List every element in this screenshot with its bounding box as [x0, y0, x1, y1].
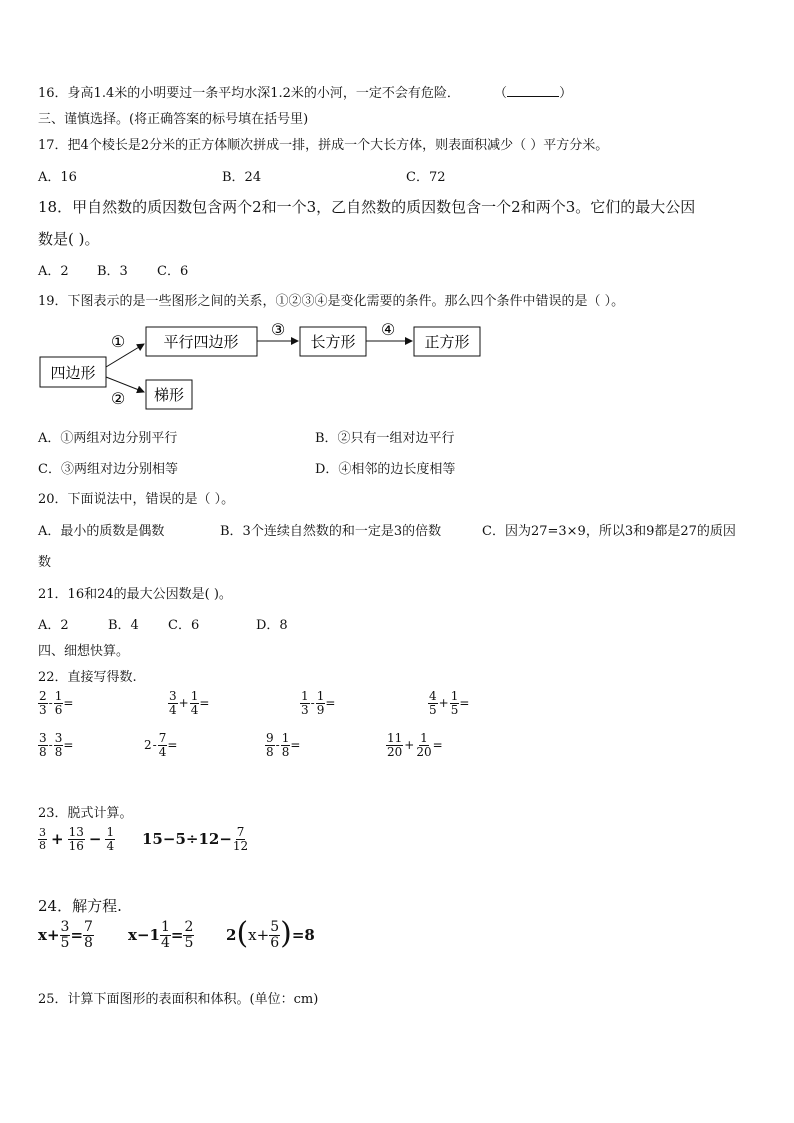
- q19-option-a[interactable]: A．①两组对边分别平行: [38, 431, 178, 446]
- q20-option-b[interactable]: B．3个连续自然数的和一定是3的倍数: [220, 524, 442, 539]
- question-16: [38, 82, 572, 101]
- q19-option-b[interactable]: B．②只有一组对边平行: [315, 431, 455, 446]
- question-25-text: 25．计算下面图形的表面积和体积。(单位：cm): [38, 992, 319, 1007]
- q18-option-b[interactable]: B．3: [97, 264, 128, 279]
- label-quadrilateral: 四边形: [50, 364, 96, 382]
- q24-equation-3: 2 ( x+ $\frac{5}{6}$ ) =8: [226, 916, 315, 952]
- q24-equation-1: x+ $\frac{3}{5}$ = $\frac{7}{8}$: [38, 919, 93, 951]
- q19-option-d[interactable]: D．④相邻的边长度相等: [315, 462, 456, 477]
- question-21-text: 21．16和24的最大公因数是( )。: [38, 587, 232, 602]
- question-19-text: 19．下图表示的是一些图形之间的关系，①②③④是变化需要的条件。那么四个条件中错误的是（ ）。: [38, 294, 625, 309]
- q22-expression-1: $\frac{2}{3}$ - $\frac{1}{6}$ =: [39, 689, 74, 717]
- q18-option-a[interactable]: A．2: [38, 264, 69, 279]
- q24-equation-2: x−1 $\frac{1}{4}$ = $\frac{2}{5}$: [128, 919, 194, 951]
- q22-expression-3: $\frac{1}{3}$ - $\frac{1}{9}$ =: [301, 689, 336, 717]
- question-24-text: 24．解方程.: [38, 897, 122, 915]
- condition-1-label: ①: [110, 332, 126, 351]
- q21-option-c[interactable]: C．6: [168, 618, 200, 633]
- section-3-heading: 三、谨慎选择。(将正确答案的标号填在括号里): [38, 112, 309, 127]
- q22-expression-5: $\frac{3}{8}$ - $\frac{3}{8}$ =: [39, 731, 74, 759]
- q20-option-c[interactable]: C．因为27=3×9，所以3和9都是27的质因: [482, 524, 736, 539]
- label-trapezoid: 梯形: [153, 386, 185, 404]
- q21-option-d[interactable]: D．8: [256, 618, 288, 633]
- section-4-heading: 四、细想快算。: [38, 644, 130, 659]
- q17-option-a[interactable]: A．16: [38, 170, 77, 185]
- question-18-line2: 数是( )。: [38, 230, 100, 248]
- question-23-text: 23．脱式计算。: [38, 806, 133, 821]
- answer-blank[interactable]: [507, 84, 559, 97]
- q17-option-c[interactable]: C．72: [406, 170, 446, 185]
- q21-option-a[interactable]: A．2: [38, 618, 69, 633]
- label-square: 正方形: [424, 333, 470, 351]
- q22-expression-2: $\frac{3}{4}$ + $\frac{1}{4}$ =: [169, 689, 210, 717]
- question-16-text: 16．身高1.4米的小明要过一条平均水深1.2米的小河，一定不会有危险．: [38, 86, 460, 101]
- question-18-line1: 18．甲自然数的质因数包含两个2和一个3，乙自然数的质因数包含一个2和两个3。它们的最大公因: [38, 198, 696, 216]
- label-rectangle: 长方形: [310, 333, 356, 351]
- q20-option-a[interactable]: A．最小的质数是偶数: [38, 524, 165, 539]
- q22-expression-7: $\frac{9}{8}$ - $\frac{1}{8}$ =: [266, 731, 301, 759]
- q23-expression-1: $\frac{3}{8}$ + $\frac{13}{16}$ − $\frac{1}{4}$: [39, 825, 115, 853]
- shape-relation-diagram: [38, 322, 498, 418]
- q19-option-c[interactable]: C．③两组对边分别相等: [38, 462, 178, 477]
- answer-paren-left: （: [494, 86, 508, 101]
- question-22-text: 22．直接写得数.: [38, 670, 137, 685]
- condition-3-label: ③: [270, 322, 286, 339]
- q21-option-b[interactable]: B．4: [108, 618, 139, 633]
- question-17-text: 17．把4个棱长是2分米的正方体顺次拼成一排，拼成一个大长方体，则表面积减少（ ）平方分米。: [38, 138, 609, 153]
- condition-2-label: ②: [110, 389, 126, 408]
- q22-expression-6: 2 - $\frac{7}{4}$ =: [144, 731, 178, 759]
- q18-option-c[interactable]: C．6: [157, 264, 189, 279]
- label-parallelogram: 平行四边形: [163, 333, 239, 351]
- q17-option-b[interactable]: B．24: [222, 170, 262, 185]
- question-20-text: 20．下面说法中，错误的是（ ）。: [38, 492, 235, 507]
- answer-paren-right: ）: [559, 86, 573, 101]
- q23-expression-2: 15−5÷12− $\frac{7}{12}$: [142, 825, 249, 853]
- q22-expression-8: $\frac{11}{20}$ + $\frac{1}{20}$ =: [387, 731, 443, 759]
- q22-expression-4: $\frac{4}{5}$ + $\frac{1}{5}$ =: [429, 689, 470, 717]
- condition-4-label: ④: [380, 322, 396, 339]
- q20-option-c-continued: 数: [38, 555, 52, 570]
